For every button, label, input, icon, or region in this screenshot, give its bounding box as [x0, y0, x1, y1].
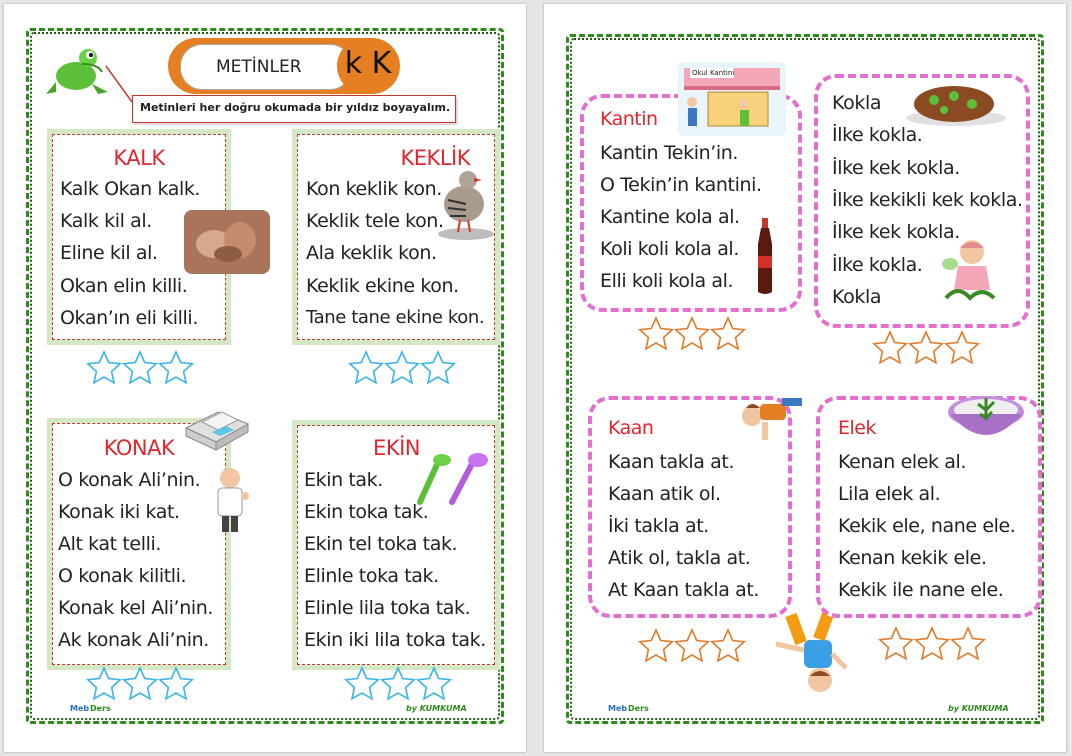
star-icon[interactable] [422, 352, 454, 383]
star-icon[interactable] [874, 332, 906, 363]
keklik-line: Keklik tele kon. [306, 210, 444, 232]
star-icon[interactable] [88, 668, 120, 699]
kalk-line: Eline kil al. [60, 242, 158, 264]
star-icon[interactable] [160, 668, 192, 699]
star-icon[interactable] [640, 630, 672, 661]
footer-credit-a: Meb [70, 704, 90, 713]
kalk-line: Okan’ın eli killi. [60, 307, 198, 329]
star-icon[interactable] [916, 628, 948, 659]
star-rating-kokla[interactable] [872, 330, 982, 366]
kantin-title: Kantin [600, 108, 658, 130]
kaan-line: Kaan takla at. [608, 451, 735, 473]
star-icon[interactable] [350, 352, 382, 383]
star-icon[interactable] [124, 352, 156, 383]
star-rating-keklik[interactable] [348, 350, 458, 386]
star-icon[interactable] [712, 630, 744, 661]
kokla-line: İlke kek kokla. [832, 221, 960, 243]
star-rating-kantin[interactable] [638, 316, 748, 352]
kokla-line: İlke kokla. [832, 254, 923, 276]
star-rating-kalk[interactable] [86, 350, 196, 386]
footer-signature: by KUMKUMA [948, 704, 1009, 713]
house-model-icon [182, 402, 252, 456]
star-rating-konak[interactable] [86, 666, 196, 702]
kaan-line: İki takla at. [608, 515, 709, 537]
kalk-line: Okan elin killi. [60, 275, 188, 297]
star-rating-elek[interactable] [878, 626, 988, 662]
kokla-line: İlke kokla. [832, 124, 923, 146]
elek-line: Lila elek al. [838, 483, 941, 505]
kalk-title: KALK [113, 146, 165, 170]
girl-smelling-icon [938, 236, 1010, 306]
star-icon[interactable] [124, 668, 156, 699]
star-icon[interactable] [910, 332, 942, 363]
kantin-line: Elli koli kola al. [600, 270, 734, 292]
cola-bottle-icon [754, 218, 776, 296]
kantin-line: Kantine kola al. [600, 206, 740, 228]
keklik-title: KEKLİK [400, 146, 470, 170]
konak-line: Konak iki kat. [58, 501, 180, 523]
cake-icon [904, 78, 1008, 128]
pointer-line [104, 64, 134, 104]
kokla-line: Kokla [832, 286, 882, 308]
kalk-line: Kalk kil al. [60, 210, 152, 232]
kantin-line: Kantin Tekin’in. [600, 142, 739, 164]
footer-credit-b: Ders [90, 704, 111, 713]
star-icon[interactable] [712, 318, 744, 349]
star-icon[interactable] [346, 668, 378, 699]
ekin-title: EKİN [373, 436, 420, 460]
kokla-line: İlke kekikli kek kokla. [832, 189, 1023, 211]
ekin-line: Ekin toka tak. [304, 501, 429, 523]
clay-hands-image [184, 210, 270, 274]
elek-line: Kekik ile nane ele. [838, 579, 1004, 601]
ekin-line: Ekin tak. [304, 469, 383, 491]
star-icon[interactable] [952, 628, 984, 659]
elek-line: Kenan kekik ele. [838, 547, 987, 569]
keklik-line: Keklik ekine kon. [306, 275, 459, 297]
instruction-text: Metinleri her doğru okumada bir yıldız boyayalım. [140, 101, 451, 114]
konak-line: O konak Ali’nin. [58, 469, 201, 491]
partridge-icon [436, 164, 498, 240]
star-icon[interactable] [382, 668, 414, 699]
canteen-sign: Okul Kantini [692, 69, 735, 77]
kantin-line: O Tekin’in kantini. [600, 174, 762, 196]
star-icon[interactable] [676, 630, 708, 661]
footer-credit-b: Ders [628, 704, 649, 713]
star-icon[interactable] [160, 352, 192, 383]
keklik-line: Tane tane ekine kon. [306, 307, 485, 328]
footer-credit-a: Meb [608, 704, 628, 713]
konak-line: O konak kilitli. [58, 565, 187, 587]
ekin-line: Elinle lila toka tak. [304, 597, 471, 619]
kaan-line: At Kaan takla at. [608, 579, 760, 601]
kaan-line: Kaan atik ol. [608, 483, 721, 505]
right-page [544, 4, 1066, 752]
footer-signature: by KUMKUMA [406, 704, 467, 713]
star-rating-ekin[interactable] [344, 666, 454, 702]
konak-line: Alt kat telli. [58, 533, 161, 555]
kokla-line: İlke kek kokla. [832, 157, 960, 179]
hair-clip-icon [412, 448, 496, 506]
kaan-title: Kaan [608, 417, 654, 439]
star-icon[interactable] [88, 352, 120, 383]
star-icon[interactable] [386, 352, 418, 383]
elek-title: Elek [838, 417, 876, 439]
star-icon[interactable] [676, 318, 708, 349]
keklik-line: Kon keklik kon. [306, 178, 442, 200]
elek-line: Kekik ele, nane ele. [838, 515, 1016, 537]
boy-rolling-icon [738, 394, 806, 446]
kantin-line: Koli koli kola al. [600, 238, 739, 260]
konak-title: KONAK [103, 436, 175, 460]
page-title: METİNLER [216, 57, 302, 77]
konak-line: Ak konak Ali’nin. [58, 629, 209, 651]
bald-man-icon [210, 466, 250, 534]
star-rating-kaan[interactable] [638, 628, 748, 664]
ekin-line: Elinle toka tak. [304, 565, 439, 587]
boy-tumbling-icon [770, 604, 850, 700]
kalk-line: Kalk Okan kalk. [60, 178, 201, 200]
letter-label: k K [344, 46, 392, 81]
star-icon[interactable] [640, 318, 672, 349]
elek-line: Kenan elek al. [838, 451, 967, 473]
konak-line: Konak kel Ali’nin. [58, 597, 213, 619]
sieve-icon [944, 390, 1028, 448]
kaan-line: Atik ol, takla at. [608, 547, 751, 569]
keklik-line: Ala keklik kon. [306, 242, 437, 264]
kokla-line: Kokla [832, 92, 882, 114]
ekin-line: Ekin iki lila toka tak. [304, 629, 486, 651]
star-icon[interactable] [418, 668, 450, 699]
left-page [4, 4, 526, 752]
star-icon[interactable] [880, 628, 912, 659]
ekin-line: Ekin tel toka tak. [304, 533, 458, 555]
star-icon[interactable] [946, 332, 978, 363]
